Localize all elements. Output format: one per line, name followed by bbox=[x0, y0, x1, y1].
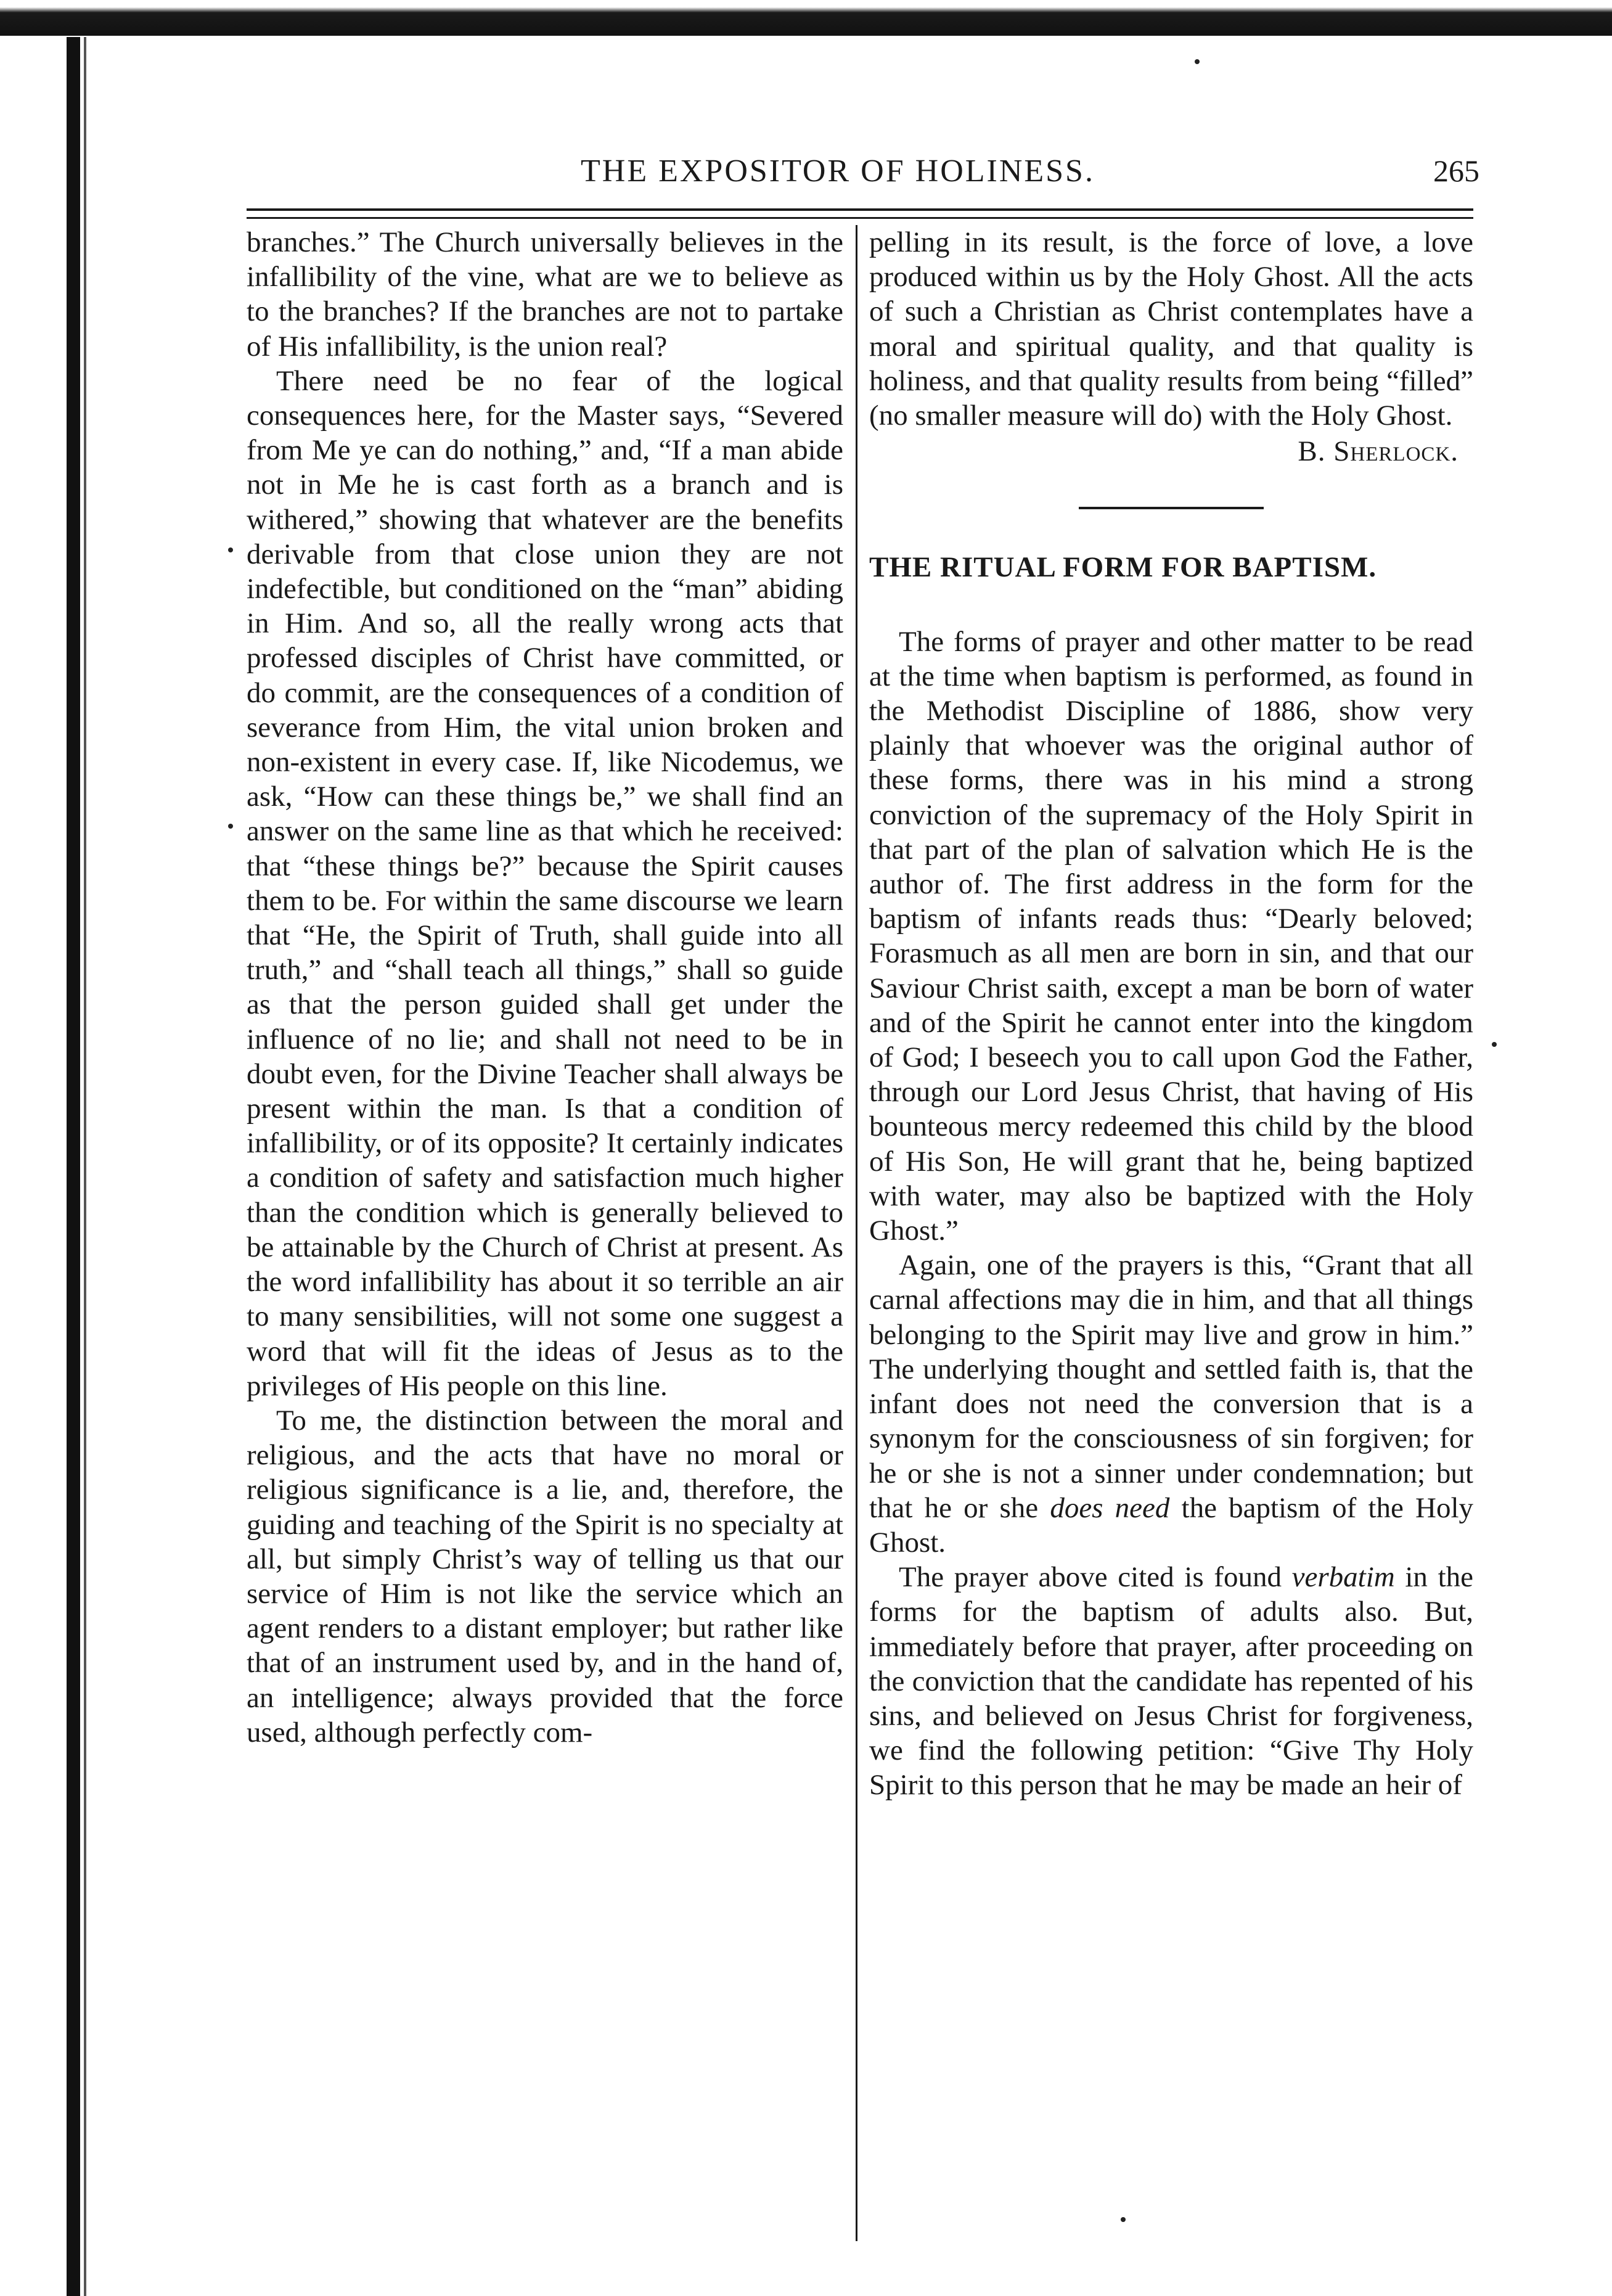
text-run: The prayer above cited is found bbox=[899, 1561, 1292, 1594]
header-rule bbox=[247, 208, 1473, 211]
journal-title: THE EXPOSITOR OF HOLINESS. bbox=[581, 154, 1095, 189]
article-heading: THE RITUAL FORM FOR BAPTISM. bbox=[869, 551, 1377, 584]
paragraph bbox=[869, 1560, 1473, 1802]
paragraph: To me, the distinction between the moral and religious, and the acts that have no moral or religious significance is a lie, and, therefore, the guiding and teaching of the Spirit is no specialty at all, but simply Christ’s way of telling us that our service of Him is not like the service which an agent renders to a distant employer; but rather like that of an instrument used by, and in the hand of, an intelligence; always provided that the force used, although perfectly com- bbox=[247, 1404, 843, 1749]
print-speck bbox=[228, 824, 233, 829]
right-column bbox=[869, 225, 1473, 1803]
text-run: Again, one of the prayers is this, “Grant that all carnal affections may die in him, and that all things belonging to the Spirit may live and grow in him.” The underlying thought and settled faith is, that the infant does not need the conversion that is a synonym for the consciousness of sin forgiven; for he or she is not a sinner under condemnation; but that he or she bbox=[869, 1249, 1473, 1524]
page-top-edge bbox=[0, 0, 1612, 36]
emphasis: verbatim bbox=[1291, 1561, 1395, 1594]
paragraph: branches.” The Church universally believes in the infallibility of the vine, what are we to believe as to the branches? If the branches are not to partake of His infallibility, is the union real? bbox=[247, 226, 843, 363]
author-signature: B. Sherlock. bbox=[1298, 435, 1459, 468]
left-column bbox=[247, 225, 843, 1750]
print-speck bbox=[1121, 2217, 1126, 2222]
section-divider bbox=[1079, 507, 1264, 509]
binding-edge-line bbox=[84, 37, 86, 2296]
print-speck bbox=[1492, 1042, 1497, 1047]
header-rule bbox=[247, 217, 1473, 219]
column-divider bbox=[856, 225, 857, 2241]
running-head bbox=[247, 153, 1479, 196]
text-run: in the forms for the baptism of adults also. But, immediately before that prayer, after proceeding on the conviction that the candidate has repented of his sins, and believed on Jesus Christ for forgiveness, we find the following petition: “Give Thy Holy Spirit to this person that he may be made an heir of bbox=[869, 1561, 1474, 1802]
page-number: 265 bbox=[1433, 154, 1479, 188]
text-run: the baptism of the Holy Ghost. bbox=[869, 1491, 1474, 1559]
paragraph: The forms of prayer and other matter to be read at the time when baptism is performed, as found in the Methodist Discipline of 1886, show very plainly that whoever was the original author of these forms, there was in his mind a strong conviction of the supremacy of the Holy Spirit in that part of the plan of salvation which He is the author of. The first address in the form for the baptism of infants reads thus: “Dearly beloved; Forasmuch as all men are born in sin, and that our Saviour Christ saith, except a man be born of water and of the Spirit he cannot enter into the kingdom of God; I beseech you to call upon God the Father, through our Lord Jesus Christ, that having of His bounteous mercy redeemed this child by the blood of His Son, He will grant that he, being baptized with water, may also be baptized with the Holy Ghost.” bbox=[869, 625, 1473, 1247]
print-speck bbox=[228, 547, 233, 552]
print-speck bbox=[1195, 59, 1200, 64]
binding-edge bbox=[67, 37, 80, 2296]
emphasis: does need bbox=[1050, 1491, 1170, 1524]
paragraph: pelling in its result, is the force of love, a love produced within us by the Holy Ghost. All the acts of such a Christian as Christ contemplates have a moral and spiritual quality, and that quality is holiness, and that quality results from being “filled” (no smaller measure will do) with the Holy Ghost. bbox=[869, 226, 1473, 432]
paragraph bbox=[869, 1248, 1473, 1560]
paragraph: There need be no fear of the logical consequences here, for the Master says, “Severed from Me ye can do nothing,” and, “If a man abide not in Me he is cast forth as a branch and is withered,” showing that whatever are the benefits derivable from that close union they are not indefectible, but conditioned on the “man” abiding in Him. And so, all the really wrong acts that professed disciples of Christ have committed, or do commit, are the consequences of a condition of severance from Him, the vital union broken and non-existent in every case. If, like Nicodemus, we ask, “How can these things be,” we shall find an answer on the same line as that which he received: that “these things be?” because the Spirit causes them to be. For within the same discourse we learn that “He, the Spirit of Truth, shall guide into all truth,” and “shall teach all things,” shall so guide as that the person guided shall get under the influence of no lie; and shall not need to be in doubt even, for the Divine Teacher shall always be present within the man. Is that a condition of infallibility, or of its opposite? It certainly indicates a condition of safety and satisfaction much higher than the condition which is generally believed to be attainable by the Church of Christ at present. As the word infallibility has about it so terrible an air to many sensibilities, will not some one suggest a word that will fit the ideas of Jesus as to the privileges of His people on this line. bbox=[247, 364, 843, 1402]
